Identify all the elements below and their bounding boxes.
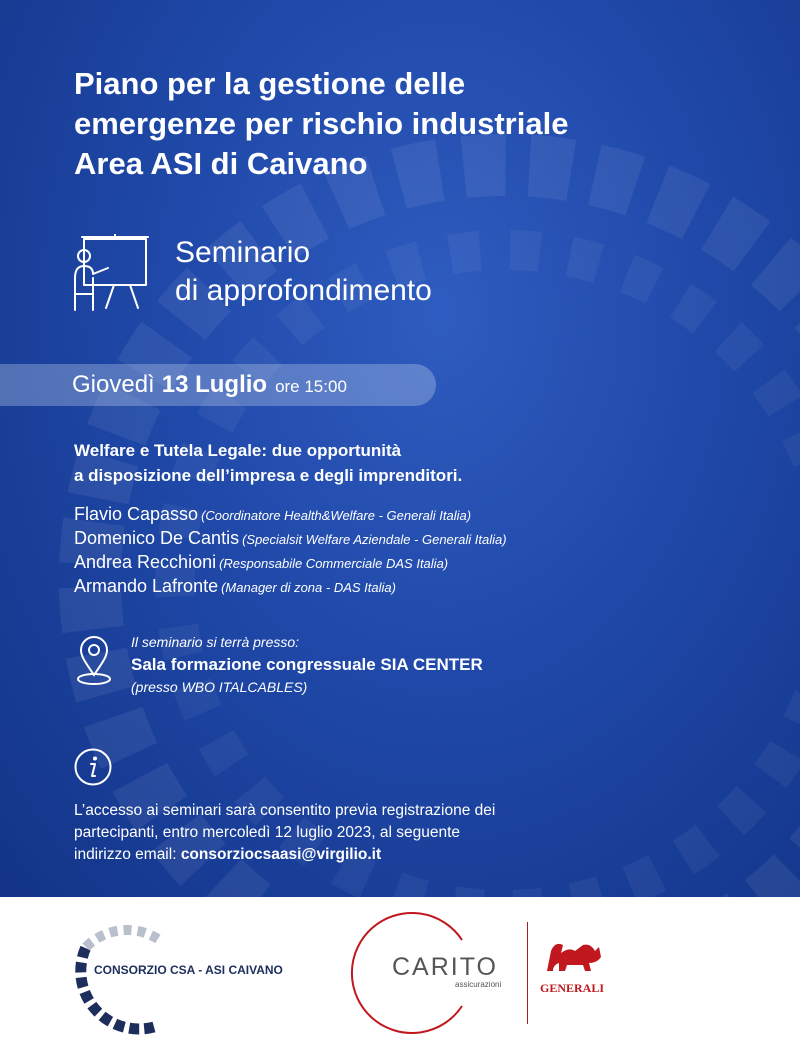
contact-email-link[interactable]: consorziocsaasi@virgilio.it — [180, 846, 382, 863]
speaker-name: Domenico De Cantis — [74, 528, 240, 548]
speaker-item — [74, 502, 507, 526]
presenter-icon — [70, 234, 152, 312]
subtitle-line-2: di approfondimento — [175, 274, 432, 307]
venue-intro: Il seminario si terrà presso: — [131, 634, 300, 650]
speaker-name: Andrea Recchioni — [74, 552, 217, 572]
venue-block — [131, 632, 483, 697]
event-time: ore 15:00 — [275, 377, 347, 396]
title-line-1: Piano per la gestione delle — [74, 66, 466, 101]
generali-lion-icon — [541, 937, 605, 977]
title-line-3: Area ASI di Caivano — [74, 146, 368, 181]
speaker-item — [74, 526, 507, 550]
seminar-subtitle — [175, 234, 432, 310]
topic-line-1: Welfare e Tutela Legale: due opportunità — [74, 441, 402, 460]
page-title — [74, 64, 764, 184]
access-line-1: L’accesso ai seminari sarà consentito previa registrazione dei — [74, 802, 496, 819]
speaker-role: (Responsabile Commerciale DAS Italia) — [219, 556, 449, 571]
speaker-item — [74, 550, 507, 574]
speaker-item — [74, 574, 507, 598]
event-date: 13 Luglio — [161, 371, 268, 398]
generali-logo-text: GENERALI — [540, 981, 605, 995]
carito-logo-text: CARITO — [392, 953, 498, 981]
title-line-2: emergenze per rischio industriale — [74, 106, 569, 141]
carito-logo-subtext: assicurazioni — [455, 980, 502, 989]
access-line-3 — [74, 844, 495, 866]
csa-consortium-name: CONSORZIO CSA - ASI CAIVANO — [94, 963, 283, 977]
info-icon — [74, 748, 112, 786]
speaker-list — [74, 502, 507, 598]
seminar-topic — [74, 438, 462, 488]
speaker-role: (Coordinatore Health&Welfare - Generali Italia) — [201, 508, 472, 523]
topic-line-2: a disposizione dell’impresa e degli imprenditori. — [74, 466, 463, 485]
date-banner — [0, 364, 436, 406]
subtitle-line-1: Seminario — [175, 236, 311, 269]
speaker-role: (Manager di zona - DAS Italia) — [221, 580, 396, 595]
registration-info — [74, 800, 495, 866]
csa-consortium-logo — [58, 915, 178, 1040]
speaker-name: Armando Lafronte — [74, 576, 219, 596]
location-pin-icon — [76, 635, 112, 687]
email-label: indirizzo email: — [74, 846, 181, 863]
access-line-2: partecipanti, entro mercoledì 12 luglio 2023, al seguente — [74, 824, 461, 841]
speaker-name: Flavio Capasso — [74, 504, 199, 524]
speaker-role: (Specialsit Welfare Aziendale - Generali Italia) — [242, 532, 507, 547]
event-day: Giovedì — [72, 371, 155, 398]
venue-note: (presso WBO ITALCABLES) — [131, 679, 308, 695]
venue-name: Sala formazione congressuale SIA CENTER — [131, 655, 483, 674]
logo-divider — [527, 922, 528, 1024]
sponsor-footer — [0, 897, 800, 1049]
